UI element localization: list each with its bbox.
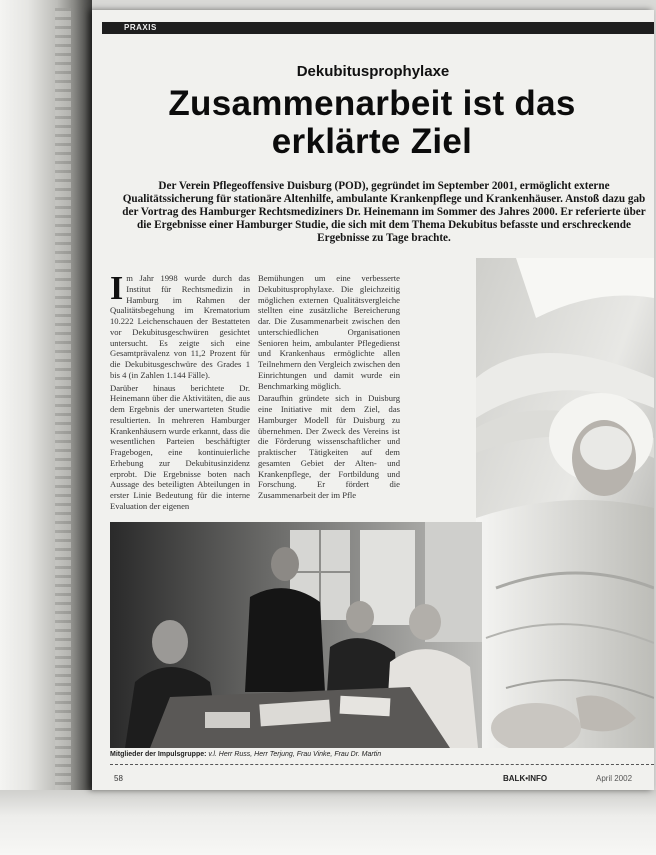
headline-line-2: erklärte Ziel: [271, 122, 473, 161]
scan-binding-shadow: [0, 0, 92, 855]
patient-photo: [476, 258, 654, 748]
drop-cap: I: [110, 273, 124, 307]
body-column-1: [110, 273, 250, 517]
body-column-2: [258, 273, 400, 517]
article-kicker: Dekubitusprophylaxe: [296, 63, 450, 80]
caption-names: v.l. Herr Russ, Herr Terjung, Frau Vinke, Frau Dr. Martin: [208, 751, 382, 758]
paragraph: Daraufhin gründete sich in Duisburg eine Initiative mit dem Ziel, das Hamburger Modell für Duisburg zu übernehmen. Der Zweck des Vereins ist die Förderung wissenschaftlicher und praktischer Tätigkeiten auf dem gesamten Gebiet der Alten- und Krankenpflege, der Fortbildung und Forschung. Er fördert die Zusammenarbeit der im Pfle: [258, 393, 400, 500]
section-bar: [102, 22, 654, 34]
photo-caption: [110, 751, 490, 758]
section-label: PRAXIS: [124, 23, 157, 32]
paragraph: Darüber hinaus berichtete Dr. Heinemann über die Aktivitäten, die aus dem Ergebnis der unerwarteten Studie resultierten. In mehreren Hamburger Krankenhäusern wurde erkannt, dass die wesentlichen Parteien beschäftigter Fragebogen, eine kontinuierliche Erhebung zur Dekubitusinzidenz erprobt. Die Ergebnisse boten nach Aussage des beteiligten Abteilungen in erster Linie Bedeutung für die interne Evaluation der eigenen: [110, 382, 250, 511]
issue-date: April 2002: [596, 774, 633, 783]
paragraph: Bemühungen um eine verbesserte Dekubitusprophylaxe. Die gleichzeitig möglichen externen Qualitätsvergleiche stellten eine zusätzliche Bereicherung dar. Die Zusammenarbeit zwischen den unterschiedlichen Organisationen Senioren heim, ambulanter Pflegedienst und Krankenhaus ermöglichte allen Teilnehmern den Vergleich zwischen den Einrichtungen und damit wurde ein Benchmarking möglich.: [258, 273, 400, 391]
caption-label: Mitglieder der Impulsgruppe:: [110, 751, 207, 758]
patient-photo-image: [476, 258, 654, 748]
binding-strip: [55, 8, 71, 848]
group-photo-image: [110, 522, 482, 748]
publication-name: BALK•INFO: [503, 774, 548, 783]
article-headline: [112, 85, 632, 161]
footer-divider: [110, 764, 654, 765]
group-photo: [110, 522, 482, 748]
magazine-page: [92, 10, 654, 790]
page-number: 58: [114, 774, 123, 783]
paragraph-text: m Jahr 1998 wurde durch das Institut für Rechtsmedizin in Hamburg im Rahmen der Qualitätsbegehung im Krematorium 10.222 Leichenschauen der Bestatteten vor Dekubitusgeschwüren gesichtet untersucht. Es zeigte sich eine Gesamtprävalenz von 11,2 Prozent für die Dekubitusgeschwüre des Grades 1 bis 4 (in Zahlen 1.144 Fälle).: [110, 273, 250, 380]
scanner-bed: [0, 790, 656, 855]
article-lead: Der Verein Pflegeoffensive Duisburg (POD), gegründet im September 2001, ermöglicht externe Qualitätssicherung für stationäre Altenhilfe, ambulante Krankenpflege und Krankenhäuser. Anstoß dazu gab der Vortrag des Hamburger Rechtsmediziners Dr. Heinemann im Sommer des Jahres 2000. Er referierte über die Ergebnisse einer Hamburger Studie, die sich mit dem Thema Dekubitus befasste und erschreckende Ergebnisse zu Tage brachte.: [122, 180, 646, 244]
headline-line-1: Zusammenarbeit ist das: [168, 84, 576, 123]
paragraph: [110, 273, 250, 381]
